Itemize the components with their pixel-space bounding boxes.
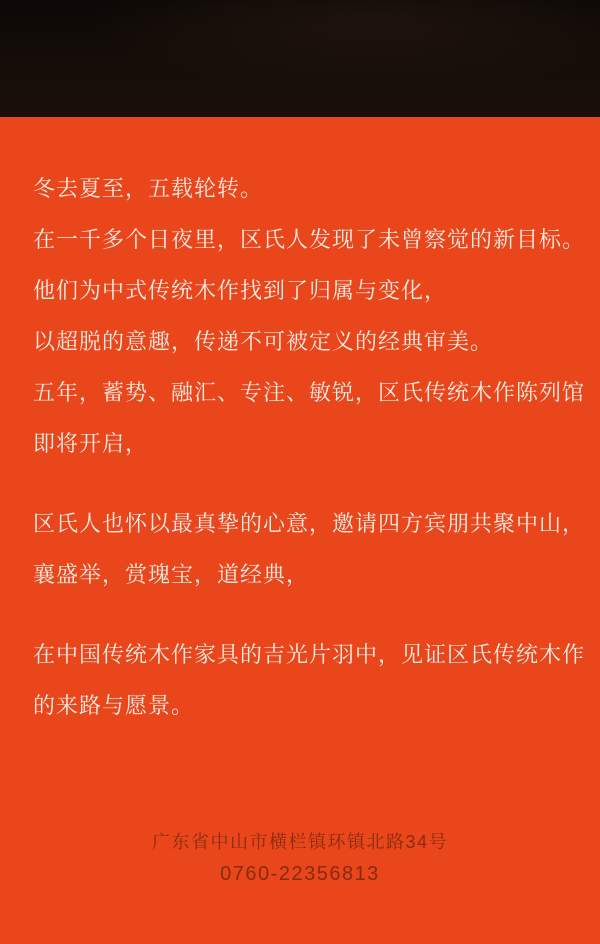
phone-line: 0760-22356813 (220, 863, 380, 885)
text-line: 以超脱的意趣，传递不可被定义的经典审美。 (33, 329, 494, 354)
paragraph-2 (33, 498, 586, 600)
address-line: 广东省中山市横栏镇环镇北路34号 (151, 832, 449, 852)
top-photo-band (0, 0, 600, 117)
text-line: 即将开启， (33, 431, 149, 456)
paragraph-1 (33, 163, 586, 469)
paragraph-3 (33, 629, 586, 731)
text-line: 在一千多个日夜里，区氏人发现了未曾察觉的新目标。 (33, 227, 586, 252)
text-line: 他们为中式传统木作找到了归属与变化， (33, 278, 448, 303)
footer (0, 826, 600, 890)
poster-body (0, 117, 600, 731)
text-line: 区氏人也怀以最真挚的心意，邀请四方宾朋共聚中山， (33, 511, 586, 536)
text-line: 襄盛举，赏瑰宝，道经典， (33, 562, 310, 587)
text-line: 冬去夏至，五载轮转。 (33, 176, 264, 201)
text-line: 在中国传统木作家具的吉光片羽中，见证区氏传统木作 (33, 642, 586, 667)
text-line: 的来路与愿景。 (33, 693, 195, 718)
text-line: 五年，蓄势、融汇、专注、敏锐，区氏传统木作陈列馆 (33, 380, 586, 405)
